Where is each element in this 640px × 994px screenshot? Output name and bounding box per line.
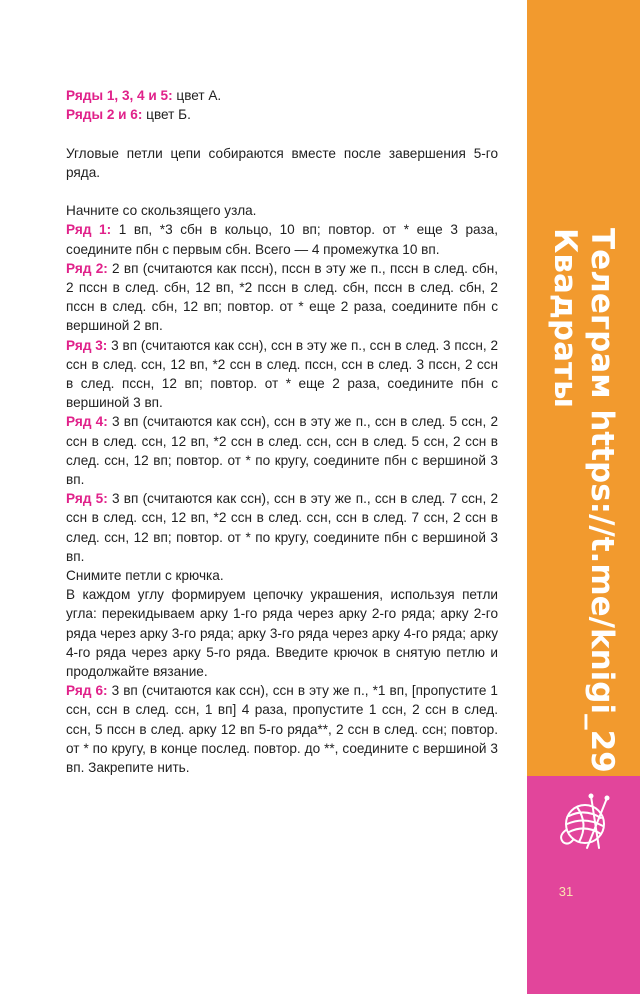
row-6 [66,681,498,777]
row-text: 3 вп (считаются как ссн), ссн в эту же п., ссн в след. 7 ссн, 2 ссн в след. ссн, 12 вп, *2 ссн в след. ссн, ссн в след. 7 ссн, 2 ссн в след. ссн, 12 вп; повтор. от * по кругу, соедините пбн с вершиной 3 вп. [66,491,499,564]
row-4 [66,412,498,489]
row-label: Ряды 2 и 6: [66,107,143,123]
row-5 [66,489,498,566]
row-text: 3 вп (считаются как ссн), ссн в эту же п., ссн в след. 5 ссн, 2 ссн в след. ссн, 12 вп, *2 ссн в след. ссн, ссн в след. 5 ссн, 2 ссн в след. ссн, 12 вп; повтор. от * по кругу, соедините пбн с вершиной 3 вп. [66,414,499,488]
corner-paragraph: В каждом углу формируем цепочку украшения, используя петли угла: перекидываем арку 1-го ряда через арку 2-го ряда; арку 2-го ряда через арку 3-го ряда; арку 3-го ряда через арку 4-го ряда; арку 4-го ряда через арку 5-го ряда. Введите крючок в снятую петлю и продолжайте вязание. [66,587,498,680]
row-label: Ряд 2: [66,260,108,276]
intro-paragraph: Угловые петли цепи собираются вместе после завершения 5-го ряда. [66,145,498,180]
row-text: 3 вп (считаются как ссн), ссн в эту же п., *1 вп, [пропустите 1 ссн, ссн в след. ссн, 1 вп] 4 раза, пропустите 1 ссн, 2 ссн в след. ссн, 5 пссн в след. арку 12 вп 5-го ряда**, 2 ссн в след. ссн; повтор. от * по кругу, в конце послед. повтор. до **, соедините с вершиной 3 вп. Закрепите нить. [66,683,498,776]
row-label: Ряд 5: [66,491,108,507]
row-label: Ряд 6: [66,683,108,699]
color-line-1 [66,86,498,105]
row-3 [66,336,498,413]
row-text: цвет А. [172,88,222,103]
sidebar-vertical-title [546,228,620,773]
row-text: 1 вп, *3 сбн в кольцо, 10 вп; повтор. от * еще 3 раза, соедините пбн с первым сбн. Всего — 4 промежутка 10 вп. [66,222,499,257]
row-label: Ряд 3: [66,337,108,353]
color-line-2 [66,105,498,124]
row-1 [66,220,498,258]
row-text: цвет Б. [142,107,191,123]
row-label: Ряд 1: [66,222,112,238]
yarn-ball-icon [549,790,619,852]
sidebar-section-title: Квадраты [547,228,583,409]
row-text: 3 вп (считаются как ссн), ссн в эту же п., ссн в след. 3 пссн, 2 ссн в след. ссн, 12 вп, *2 ссн в след. пссн, ссн в след. 3 пссн, 2 ссн в след. пссн, 12 вп; повтор. от * еще 2 раза, соедините пбн с вершиной 3 вп. [66,337,498,411]
row-label: Ряд 4: [66,414,108,430]
row-label: Ряды 1, 3, 4 и 5: [66,88,173,103]
row-text: 2 вп (считаются как пссн), пссн в эту же п., пссн в след. сбн, 2 пссн в след. сбн, 12 вп, *2 пссн в след. сбн, пссн в след. сбн, 2 пссн в след. сбн, 12 вп; повтор. от * еще 2 раза, соедините пбн с вершиной 2 вп. [66,260,498,334]
page-number: 31 [558,884,574,899]
sidebar [527,0,640,994]
remove-paragraph: Снимите петли с крючка. [66,568,224,584]
row-2 [66,259,498,336]
sidebar-channel-text: Телеграм https://t.me/knigi_29 [584,228,620,773]
start-paragraph: Начните со скользящего узла. [66,203,257,219]
page-body [66,86,498,777]
